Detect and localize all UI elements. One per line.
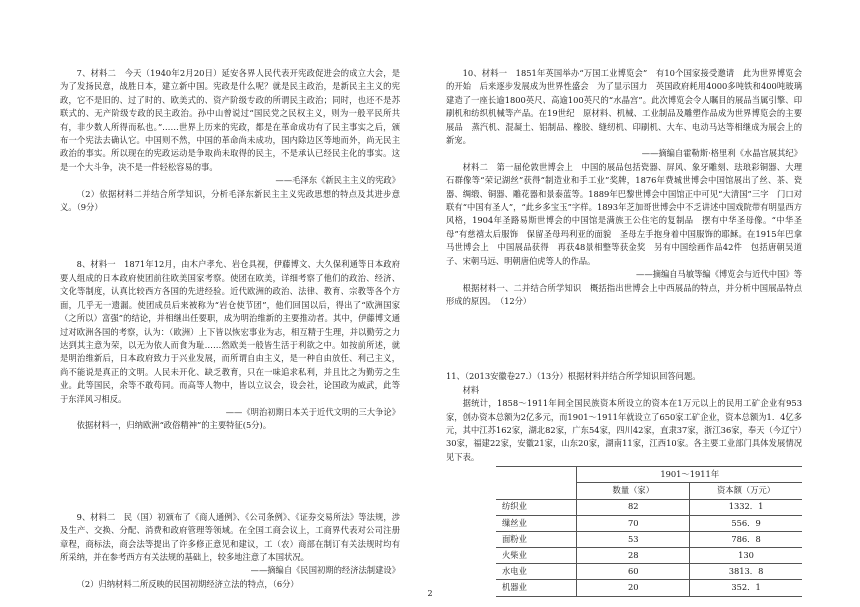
q7-material: 7、材料二 今天（1940年2月20日）延安各界人民代表开宪政促进会的成立大会，是为了发扬民意，战胜日本，建立新中国。宪政是什么呢？就是民主政治，是新民主主义的宪政，它不是旧的、过了时的、欧美式的、资产阶级专政的所谓民主政治；同时，也还不是苏联式的、无产阶级专政的民主政治。孙中山曾说过“国民党之民权主义，则为一般平民所共有，非少数人所得而私也。”……世界上历来的宪政，都是在革命成功有了民主事实之后，颁布一个宪法去确认它。中国则不然，中国的革命尚未成功，国内除边区等地而外，尚无民主政治的事实。所以现在的宪政运动是争取尚未取得的民主，不是承认已经民主化的事实。这是一个大斗争，决不是一件轻松容易的事。 xyxy=(60,68,400,172)
q10-material-2: 材料二 第一届伦敦世博会上 中国的展品包括瓷器、屏风、象牙雕刻、珐琅彩铜器、大理石群像等“荣记湖丝”获得“制造业和手工业”奖牌，1876年费城世博会中国馆展出了丝、茶、瓷器、绸缎、铜器、雕花器和景泰蓝等。1889年巴黎世博会中国馆正中可见“大清国”三字 门口对联有“中国有圣人”，“此乡多宝玉”字样。1893年芝加哥世博会中不乏讲述中国戏院带有明显西方风格，1904年圣路易斯世博会的中国馆是满族王公住宅的复制品 摆有中华圣母像。“中华圣母”有慈禧太后服饰 保留圣母玛利亚的面貌 圣母左手抱身着中国服饰的耶稣。在1915年巴拿马世博会上 中国展品获得 再获48景相整等获金奖 另有中国绘画作品42件 包括唐朝吴道子、宋朝马远、明朝唐伯虎等人的作品。 xyxy=(446,161,802,266)
q10-material-1: 10、材料一 1851年英国举办“万国工业博览会” 有10个国家接受邀请 此为世界博览会的开始 后来逐步发展成为世界性盛会 为了显示国力 英国政府耗用4000多吨铁和400吨玻璃建造了一座长逾1800英尺、高逾100英尺的“水晶宫”。此次博览会令人瞩目的展品当属引擎、印刷机和纺织机械等产品。在19世纪 原材料、机械、工业制品及雕塑作品成为世界博览会的主要展品 蒸汽机、混凝土、铝制品、橡胶、缝纫机、印刷机、大车、电动马达等相继成为展会上的新宠。 xyxy=(446,68,802,146)
q8-question: 依据材料一，归纳欧洲“政俗精神”的主要特征(5分)。 xyxy=(76,420,272,431)
table-row: 面粉业 53 786．8 xyxy=(496,531,802,547)
table-group-header: 1901～1911年 xyxy=(577,467,802,483)
q10-source-2: ——摘编自马敏等编《博览会与近代中国》等 xyxy=(636,269,802,280)
q7-question: （2）依据材料二并结合所学知识，分析毛泽东新民主主义宪政思想的特点及其进步意义。（9分） xyxy=(60,188,400,213)
q11-material-label: 材料 xyxy=(462,384,480,395)
left-column xyxy=(60,67,400,591)
q8-source: ——《明治初期日本关于近代文明的三大争论》 xyxy=(225,406,400,417)
table-row: 机器业 20 352．1 xyxy=(496,580,802,596)
table-row: 缫丝业 70 556．9 xyxy=(496,515,802,531)
industry-table xyxy=(496,466,802,597)
table-header-row xyxy=(496,483,802,499)
table-row: 水电业 60 3813．8 xyxy=(496,564,802,580)
q11-header: 11、（2013安徽卷27.）（13分）根据材料并结合所学知识回答问题。 xyxy=(446,371,701,382)
table-col-capital: 资本额（万元） xyxy=(690,483,802,499)
q9-source: ——摘编自《民国初期的经济法制建设》 xyxy=(250,565,400,576)
table-row: 火柴业 28 130 xyxy=(496,548,802,564)
q9-question: （2）归纳材料二所反映的民国初期经济立法的特点，（6分） xyxy=(76,578,299,589)
q11-text: 据统计，1858～1911年间全国民族资本所设立的资本在1万元以上的民用工矿企业有953家，创办资本总额为2亿多元，而1901～1911年就设立了650家工矿企业，资本总额为1．4亿多元，其中江苏162家，湖北82家，广东54家，四川42家，直隶37家，浙江36家，奉天（今辽宁）30家，福建22家，安徽21家，山东20家，湖南11家，江西10家。各主要工业部门具体发展情况见下表。 xyxy=(446,398,802,462)
q7-source: ——毛泽东《新民主主义的宪政》 xyxy=(275,175,400,186)
q10-source-1: ——摘编自霍勒斯·格里利《水晶宫展其纪》 xyxy=(641,148,802,159)
q8-material: 8、材料一 1871年12月，由木户孝允、岩仓具视，伊藤博文、大久保利通等日本政府要人组成的日本政府使团前往欧美国家考察。使团在欧美，详细考察了他们的政治、经济、文化等制度，认真比较西方各国的先进经验。近代欧洲的政治、法律、教育、宗教等各个方面，几乎无一遗漏。使团成员后来被称为“岩仓使节团”，他们回国以后，得出了“欧洲国家（之所以）富强”的结论，并相继出任要职，成为明治维新的主要推动者。其中，伊藤博文通过对欧洲各国的考察，认为：（欧洲）上下皆以恢宏事业为志，相互精于生理，并以勤劳之力达到其主意为荣，以无为依人而食为耻……然欧美一般皆生活于利欲之中。如按前所述，就是明治维新后，日本政府致力于兴业发展，而所谓自由主义，是一种自由放任、利己主义，尚不能说是真正的文明。人民未开化、缺乏教育，只在一味追求私利，并且比之为勤劳之生业。此等国民，余等不敢苟同。而高等人物中，皆以立议会，设会社，论国政为威武，此等于东洋风习相反。 xyxy=(60,259,400,404)
table-col-count: 数量（家） xyxy=(577,483,690,499)
right-column xyxy=(446,67,802,597)
q9-material: 9、材料二 民（国）初颁布了《商人通例》、《公司条例》、《证券交易所法》等法规，涉及生产、交换、分配、消费和政府管理等领域。在全国工商会议上，工商界代表对公司注册章程，商标法，商会法等提出了许多修正意见和建议，工（农）商部在制订有关法规时均有所采纳，并在参考西方有关法规的基础上，较多地注意了本国状况。 xyxy=(60,511,400,562)
table-row: 纺织业 82 1332．1 xyxy=(496,499,802,515)
table-group-header-row xyxy=(496,467,802,483)
page-number: 2 xyxy=(427,589,433,598)
q10-question: 根据材料一、二并结合所学知识 概括指出世博会上中西展品的特点，并分析中国展品特点形成的原因。 （12分） xyxy=(446,282,802,306)
